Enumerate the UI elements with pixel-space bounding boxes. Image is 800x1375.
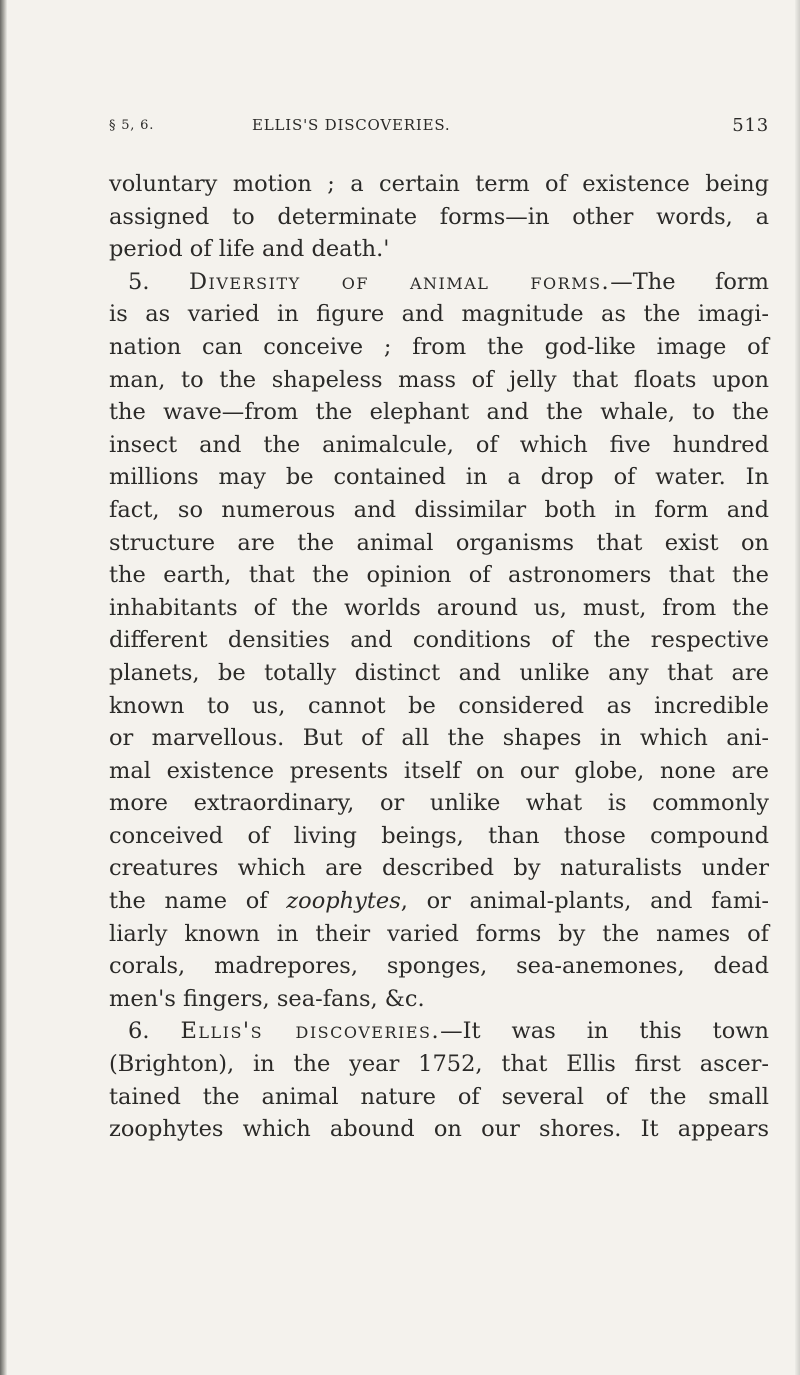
running-head-section: § 5, 6. bbox=[109, 118, 155, 133]
running-head bbox=[109, 116, 769, 138]
text-line: voluntary motion ; a certain term of existence being bbox=[109, 171, 769, 197]
body-text bbox=[109, 168, 769, 1146]
text-line: (Brighton), in the year 1752, that Ellis first ascer- bbox=[109, 1051, 769, 1078]
text-run: the name of bbox=[109, 888, 268, 915]
section-heading: Diversity of animal forms. bbox=[189, 268, 611, 295]
text-line: man, to the shapeless mass of jelly that floats upon bbox=[109, 366, 769, 393]
paragraph-number: 5. bbox=[128, 268, 150, 295]
text-line: tained the animal nature of several of the small bbox=[109, 1083, 769, 1110]
text-line: assigned to determinate forms—in other words, a bbox=[109, 203, 769, 230]
text-run: —The form bbox=[610, 268, 770, 295]
text-line: zoophytes which abound on our shores. It appears bbox=[109, 1116, 769, 1143]
text-line: mal existence presents itself on our globe, none are bbox=[109, 757, 769, 784]
text-line bbox=[109, 885, 769, 918]
text-line: liarly known in their varied forms by the names of bbox=[109, 920, 769, 947]
text-line: creatures which are described by naturalists under bbox=[109, 855, 769, 882]
section-heading: Ellis's discoveries. bbox=[180, 1018, 441, 1045]
text-run: , or animal-plants, and fami- bbox=[400, 888, 769, 915]
text-line: men's fingers, sea-fans, &c. bbox=[109, 985, 425, 1012]
text-line: conceived of living beings, than those compound bbox=[109, 822, 769, 849]
page-gutter-left bbox=[0, 0, 7, 1375]
text-run: —It was in this town bbox=[440, 1018, 769, 1045]
text-line: the earth, that the opinion of astronomers that the bbox=[109, 562, 769, 589]
text-line: known to us, cannot be considered as incredible bbox=[109, 692, 769, 719]
page-number: 513 bbox=[732, 115, 769, 136]
text-line: or marvellous. But of all the shapes in which ani- bbox=[109, 725, 769, 752]
text-line: planets, be totally distinct and unlike any that are bbox=[109, 659, 769, 686]
paragraph-6-heading-line bbox=[109, 1015, 769, 1048]
page-edge-right bbox=[795, 0, 800, 1375]
italic-term: zoophytes bbox=[286, 888, 401, 915]
text-line: insect and the animalcule, of which five hundred bbox=[109, 431, 769, 458]
text-line: structure are the animal organisms that exist on bbox=[109, 529, 769, 556]
text-line: is as varied in figure and magnitude as the imagi- bbox=[109, 301, 769, 328]
text-line: corals, madrepores, sponges, sea-anemones, dead bbox=[109, 953, 769, 980]
text-line: fact, so numerous and dissimilar both in form and bbox=[109, 496, 769, 523]
paragraph-5-heading-line bbox=[109, 266, 769, 299]
text-line: inhabitants of the worlds around us, must, from the bbox=[109, 594, 769, 621]
paragraph-number: 6. bbox=[128, 1018, 150, 1045]
text-line: nation can conceive ; from the god-like image of bbox=[109, 333, 769, 360]
text-line: period of life and death.' bbox=[109, 236, 390, 263]
text-line: different densities and conditions of the respective bbox=[109, 627, 769, 654]
running-head-title: ELLIS'S DISCOVERIES. bbox=[252, 116, 451, 134]
text-line: the wave—from the elephant and the whale, to the bbox=[109, 399, 769, 426]
text-line: more extraordinary, or unlike what is commonly bbox=[109, 790, 769, 817]
text-line: millions may be contained in a drop of water. In bbox=[109, 464, 769, 491]
